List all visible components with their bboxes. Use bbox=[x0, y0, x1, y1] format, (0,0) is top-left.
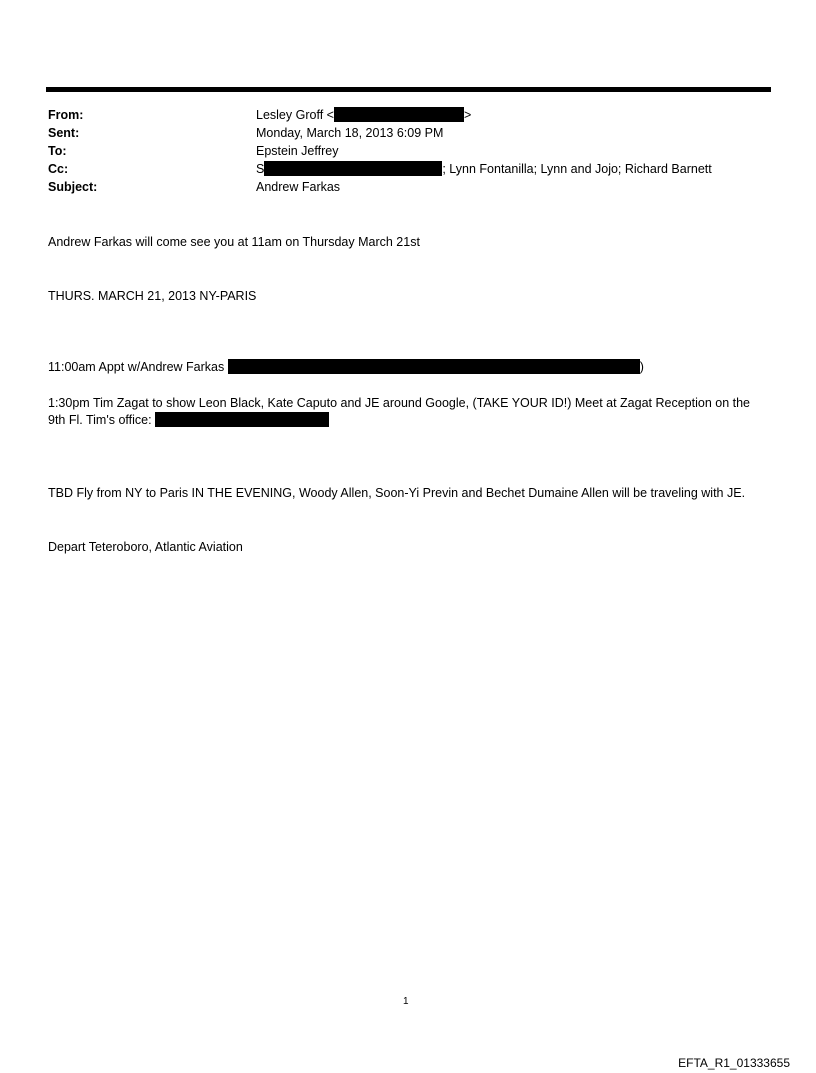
header-divider bbox=[46, 87, 771, 92]
redaction-box bbox=[334, 107, 464, 122]
to-value: Epstein Jeffrey bbox=[256, 144, 339, 158]
intro-line: Andrew Farkas will come see you at 11am on Thursday March 21st bbox=[48, 235, 420, 249]
appointment-1100-close: ) bbox=[639, 360, 644, 374]
redaction-box bbox=[228, 359, 640, 374]
from-label: From: bbox=[48, 108, 84, 122]
sent-row bbox=[48, 124, 788, 142]
email-header bbox=[48, 106, 788, 196]
cc-row bbox=[48, 160, 788, 178]
redaction-box bbox=[264, 161, 442, 176]
appointment-1100 bbox=[48, 359, 763, 376]
cc-value bbox=[256, 160, 712, 178]
cc-recipients: ; Lynn Fontanilla; Lynn and Jojo; Richard Barnett bbox=[442, 162, 712, 176]
from-value bbox=[256, 106, 471, 124]
subject-label: Subject: bbox=[48, 180, 98, 194]
date-line: THURS. MARCH 21, 2013 NY-PARIS bbox=[48, 289, 257, 303]
from-name: Lesley Groff < bbox=[256, 108, 334, 122]
to-label: To: bbox=[48, 144, 67, 158]
appointment-130 bbox=[48, 395, 763, 429]
tbd-line: TBD Fly from NY to Paris IN THE EVENING, Woody Allen, Soon-Yi Previn and Bechet Dumaine Allen will be traveling with JE. bbox=[48, 486, 746, 500]
appointment-130-text: 1:30pm Tim Zagat to show Leon Black, Kate Caputo and JE around Google, (TAKE YOUR ID!) Meet at Zagat Reception on the 9th Fl. Tim's office: bbox=[48, 396, 750, 427]
appointment-1100-text: 11:00am Appt w/Andrew Farkas bbox=[48, 360, 225, 374]
redaction-box bbox=[155, 412, 329, 427]
sent-label: Sent: bbox=[48, 126, 80, 140]
from-close: > bbox=[463, 108, 472, 122]
depart-line: Depart Teteroboro, Atlantic Aviation bbox=[48, 540, 243, 554]
subject-value: Andrew Farkas bbox=[256, 180, 341, 194]
from-row bbox=[48, 106, 788, 124]
bates-number: EFTA_R1_01333655 bbox=[678, 1056, 790, 1070]
cc-label: Cc: bbox=[48, 162, 69, 176]
page-number: 1 bbox=[403, 996, 409, 1007]
to-row bbox=[48, 142, 788, 160]
subject-row bbox=[48, 178, 788, 196]
cc-start: S bbox=[256, 162, 265, 176]
sent-value: Monday, March 18, 2013 6:09 PM bbox=[256, 126, 444, 140]
